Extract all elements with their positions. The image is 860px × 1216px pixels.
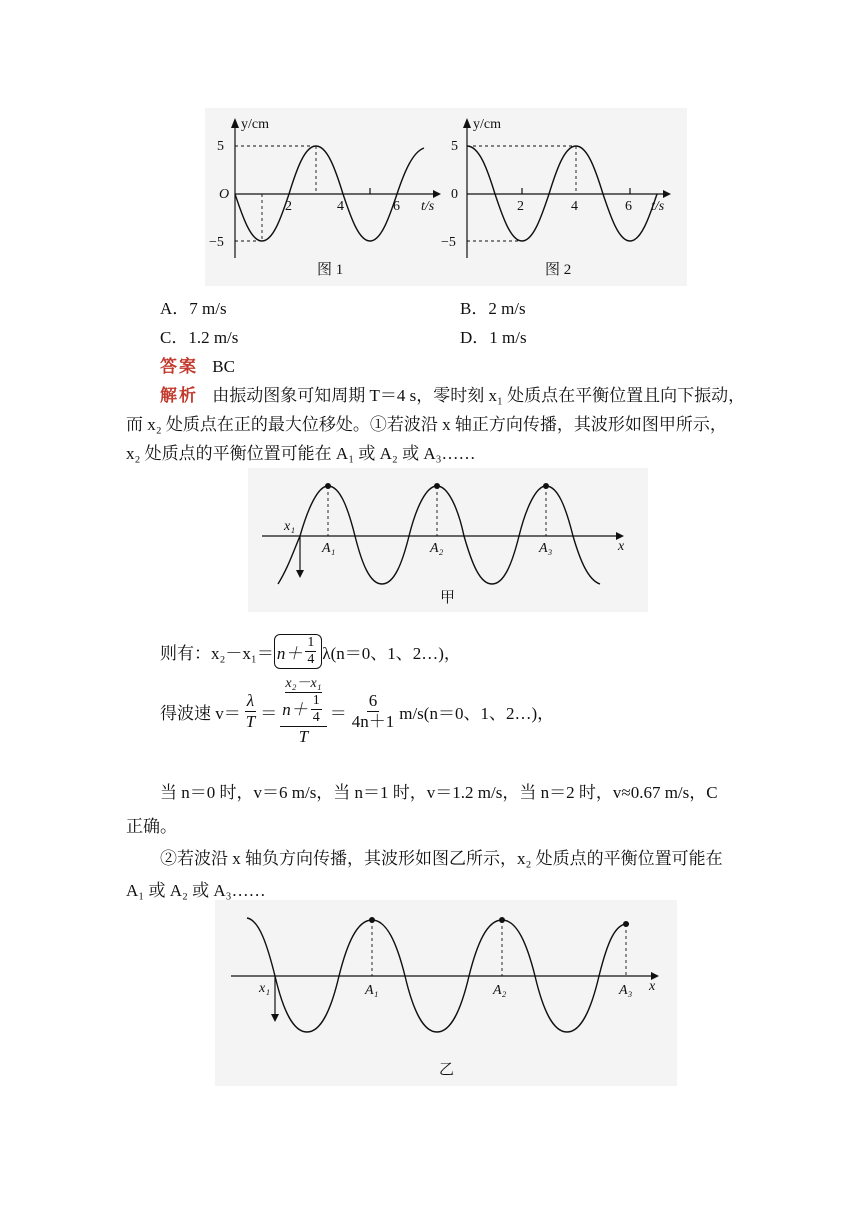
yi-a3-label: A₃ <box>619 983 633 998</box>
formula-1-bracket <box>274 634 323 669</box>
fig2-y-tick-5: 5 <box>451 139 458 154</box>
fig2-caption: 图 2 <box>545 262 572 278</box>
jia-caption: 甲 <box>440 590 456 606</box>
yi-caption: 乙 <box>439 1062 455 1078</box>
answer-label: 答案 <box>160 357 198 376</box>
line-n-values: 当 n＝0 时，v＝6 m/s，当 n＝1 时，v＝1.2 m/s，当 n＝2 时，v≈0.67 m/s，C <box>160 783 718 802</box>
formula-2-suffix: m/s(n＝0、1、2…)， <box>399 703 555 723</box>
fig1-x-label: t/s <box>421 199 435 214</box>
line-correct: 正确。 <box>126 817 177 836</box>
jia-a1-label: A₁ <box>322 541 336 556</box>
formula-1-prefix: 则有：x₂－x₁＝ <box>160 644 274 664</box>
formula-1-suffix: λ(n＝0、1、2…)， <box>322 644 461 664</box>
fig1-y-tick-neg5: −5 <box>209 235 224 250</box>
yi-a1-label: A₁ <box>365 983 379 998</box>
formula-1-quarter <box>305 635 316 668</box>
formula-2 <box>160 676 554 747</box>
jia-a3-label: A₃ <box>539 541 553 556</box>
wave-figure-jia <box>248 468 648 612</box>
answer-value: BC <box>212 357 235 376</box>
formula-2-T: T <box>245 711 256 731</box>
fig2-x-tick-6: 6 <box>625 199 632 214</box>
answer-row <box>160 352 235 377</box>
formula-2-n: n＋ <box>282 699 308 719</box>
formula-2-six: 6 <box>368 691 378 711</box>
formula-2-T2: T <box>298 727 309 747</box>
formula-2-six-over <box>350 691 397 731</box>
formula-2-eq2: ＝ <box>329 703 347 723</box>
line-negative-2: A₁ 或 A₂ 或 A₃…… <box>126 881 266 900</box>
yi-x1-label: x₁ <box>259 981 271 996</box>
fig1-caption: 图 1 <box>317 262 344 278</box>
formula-2-big-fraction <box>280 676 327 747</box>
fig1-x-tick-4: 4 <box>337 199 344 214</box>
fig2-y-label: y/cm <box>473 117 501 132</box>
option-d: D．1 m/s <box>460 328 527 347</box>
formula-1 <box>160 634 461 669</box>
fig1-origin: O <box>219 187 230 202</box>
fig2-x-tick-4: 4 <box>571 199 578 214</box>
fig2-x-tick-2: 2 <box>517 199 524 214</box>
formula-1-n: n＋ <box>276 644 303 664</box>
option-b: B．2 m/s <box>460 299 526 318</box>
formula-1-one: 1 <box>305 635 316 652</box>
analysis-text-3: x₂ 处质点的平衡位置可能在 A₁ 或 A₂ 或 A₃…… <box>126 444 476 463</box>
fig2-y-tick-neg5: −5 <box>441 235 456 250</box>
line-negative-1: ②若波沿 x 轴负方向传播，其波形如图乙所示，x₂ 处质点的平衡位置可能在 <box>160 849 723 868</box>
formula-2-lambda-over-T <box>244 691 257 731</box>
fig1-y-tick-5: 5 <box>217 139 224 154</box>
formula-2-prefix: 得波速 v＝ <box>160 703 241 723</box>
formula-2-x2x1: x₂－x₁ <box>285 676 321 693</box>
formula-2-one: 1 <box>311 693 322 710</box>
fig2-y-tick-0: 0 <box>451 187 458 202</box>
vibration-graphs <box>205 108 687 286</box>
analysis-label: 解析 <box>160 386 198 405</box>
fig1-x-tick-6: 6 <box>393 199 400 214</box>
fig1-x-tick-2: 2 <box>285 199 292 214</box>
analysis-text-2: 而 x₂ 处质点在正的最大位移处。①若波沿 x 轴正方向传播，其波形如图甲所示， <box>126 415 727 434</box>
formula-2-four: 4 <box>312 710 320 726</box>
jia-a2-label: A₂ <box>430 541 444 556</box>
option-a: A．7 m/s <box>160 299 227 318</box>
option-c: C．1.2 m/s <box>160 328 239 347</box>
jia-x-label: x <box>618 539 625 554</box>
yi-x-label: x <box>649 979 656 994</box>
analysis-line-1 <box>160 381 745 406</box>
wave-figure-yi <box>215 900 677 1086</box>
formula-1-four: 4 <box>307 652 315 668</box>
jia-x1-label: x₁ <box>284 519 296 534</box>
fig1-y-label: y/cm <box>241 117 269 132</box>
formula-2-lambda: λ <box>246 691 255 711</box>
fig2-x-label: t/s <box>651 199 665 214</box>
analysis-text-1: 由振动图象可知周期 T＝4 s，零时刻 x₁ 处质点在平衡位置且向下振动， <box>212 386 746 405</box>
formula-2-eq: ＝ <box>260 703 278 723</box>
formula-2-den: 4n＋1 <box>351 711 395 731</box>
yi-a2-label: A₂ <box>493 983 507 998</box>
